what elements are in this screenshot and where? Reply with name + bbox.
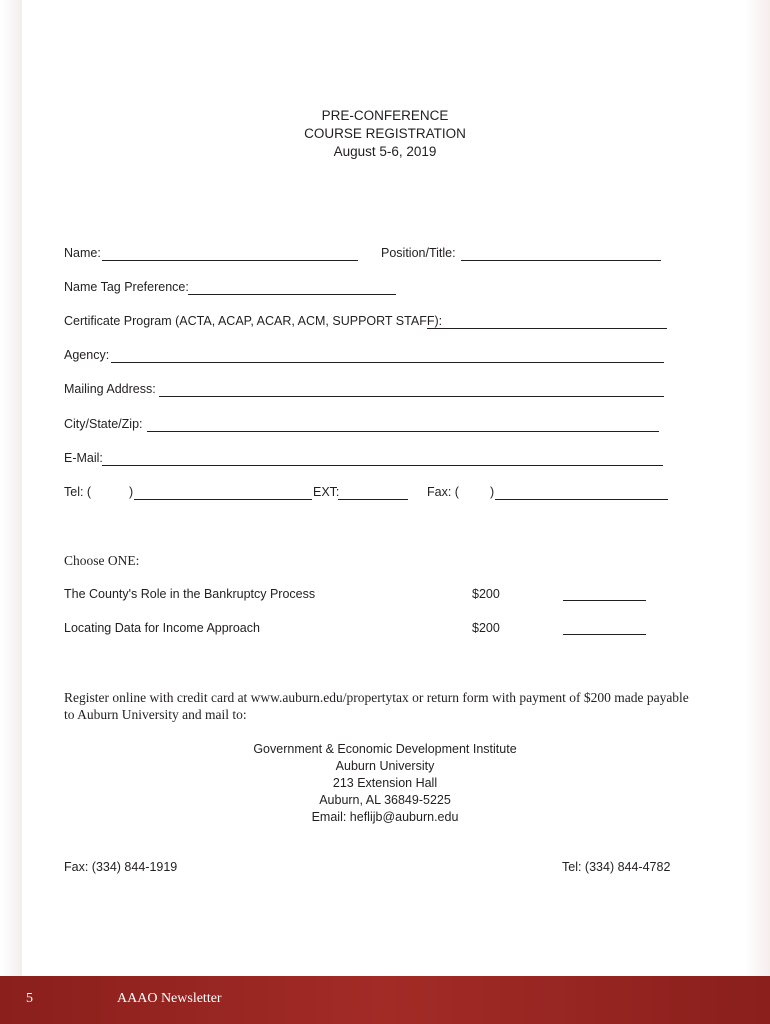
choose-heading: Choose ONE: [64, 553, 140, 568]
name-field[interactable] [102, 260, 358, 261]
mailing-label: Mailing Address: [64, 382, 156, 396]
email-label: E-Mail: [64, 451, 103, 465]
agency-field[interactable] [111, 362, 664, 363]
newsletter-title: AAAO Newsletter [117, 991, 222, 1006]
tel-field[interactable] [134, 499, 312, 500]
tel-label: Tel: ( [64, 485, 92, 499]
title-line-1: PRE-CONFERENCE [321, 108, 449, 123]
mailing-field[interactable] [159, 396, 664, 397]
ext-label: EXT: [313, 485, 340, 499]
option-1-label: The County's Role in the Bankruptcy Process [64, 587, 316, 601]
city-field[interactable] [147, 431, 659, 432]
city-label: City/State/Zip: [64, 417, 143, 431]
agency-label: Agency: [64, 348, 110, 362]
name-label: Name: [64, 246, 101, 260]
fax-close: ) [490, 485, 495, 499]
fax-field[interactable] [495, 499, 668, 500]
address-university: Auburn University [335, 759, 435, 773]
register-line-1: Register online with credit card at www.auburn.edu/propertytax or return form with payment of $200 made payable [64, 690, 689, 705]
tel-close: ) [129, 485, 134, 499]
title-date: August 5-6, 2019 [333, 144, 437, 159]
position-label: Position/Title: [381, 246, 456, 260]
option-2-label: Locating Data for Income Approach [64, 621, 260, 635]
address-city: Auburn, AL 36849-5225 [319, 793, 451, 807]
certificate-field[interactable] [427, 328, 667, 329]
ext-field[interactable] [338, 499, 408, 500]
position-field[interactable] [461, 260, 661, 261]
certificate-label: Certificate Program (ACTA, ACAP, ACAR, ACM, SUPPORT STAFF): [64, 314, 443, 328]
footer-bar [0, 976, 770, 1024]
fax-label: Fax: ( [427, 485, 459, 499]
email-field[interactable] [102, 465, 663, 466]
option-1-price: $200 [472, 587, 500, 601]
name-tag-field[interactable] [188, 294, 396, 295]
address-org: Government & Economic Development Institute [253, 742, 517, 756]
register-line-2: to Auburn University and mail to: [64, 707, 247, 722]
address-email: Email: heflijb@auburn.edu [311, 810, 459, 824]
option-1-select-field[interactable] [563, 600, 646, 601]
page-number: 5 [26, 991, 33, 1006]
option-2-price: $200 [472, 621, 500, 635]
contact-tel: Tel: (334) 844-4782 [562, 860, 671, 874]
name-tag-label: Name Tag Preference: [64, 280, 189, 294]
contact-fax: Fax: (334) 844-1919 [64, 860, 178, 874]
title-line-2: COURSE REGISTRATION [304, 126, 466, 141]
option-2-select-field[interactable] [563, 634, 646, 635]
address-street: 213 Extension Hall [332, 776, 438, 790]
